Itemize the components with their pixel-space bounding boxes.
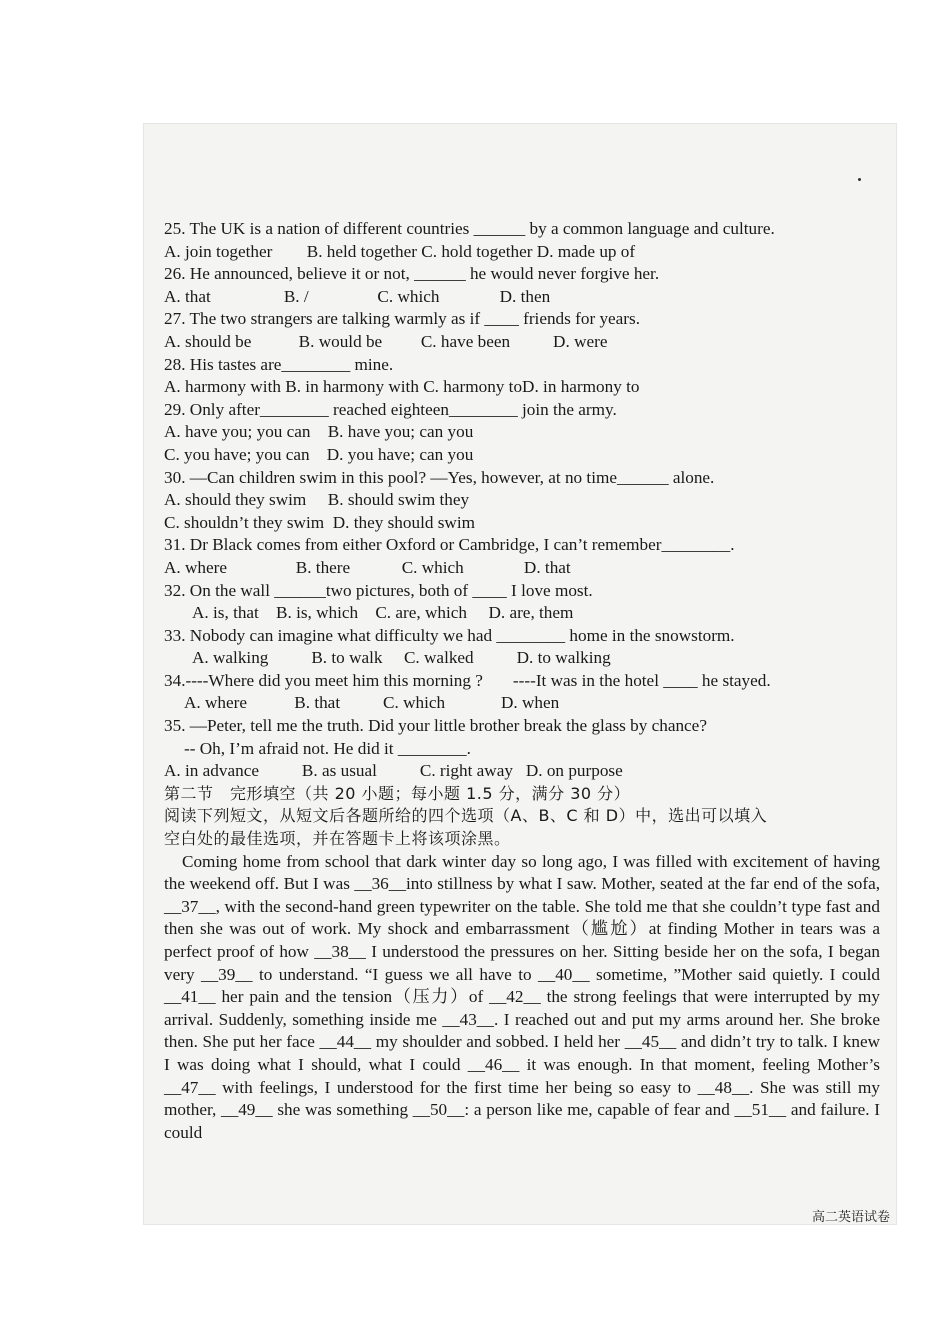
options-33: A. walking B. to walk C. walked D. to walking	[192, 648, 611, 668]
passage-text: Coming home from school that dark winter day so long ago, I was filled with excitement of having the weekend off. But I was __36__into stillness by what I saw. Mother, seated at the far end of the sofa, __37__, with the second-hand green typewriter on the table. She told me that she couldn’t type fast and then she was out of work. My shock and embarrassment（尴尬）at finding Mother in tears was a perfect proof of how __38__ I understood the pressures on her. Sitting beside her on the sofa, I began very __39__ to understand. “I guess we all have to __40__ sometime, ”Mother said quietly. I could __41__ her pain and the tension（压力）of __42__ the strong feelings that were interrupted by my arrival. Suddenly, something inside me __43__. I reached out and put my arms around her. She broke then. She put her face __44__ my shoulder and sobbed. I held her __45__ and didn’t try to talk. I knew I was doing what I should, what I could __46__ it was enough. In that moment, feeling Mother’s __47__ with feelings, I understood for the first time her being so easy to __48__. She was still my mother, __49__ she was something __50__: a person like me, capable of fear and __51__ and failure. I could	[164, 851, 880, 1142]
options-29-ab: A. have you; you can B. have you; can you	[164, 422, 474, 442]
options-30-cd: C. shouldn’t they swim D. they should swim	[164, 512, 475, 532]
page-footer: 高二英语试卷	[811, 1210, 890, 1225]
question-32: 32. On the wall ______two pictures, both of ____ I love most.	[164, 580, 593, 600]
options-35: A. in advance B. as usual C. right away D. on purpose	[164, 761, 623, 781]
cloze-passage	[164, 851, 880, 1145]
question-28: 28. His tastes are________ mine.	[164, 354, 394, 374]
question-30: 30. —Can children swim in this pool? —Yes, however, at no time______ alone.	[164, 467, 715, 487]
options-34: A. where B. that C. which D. when	[184, 693, 560, 713]
options-32: A. is, that B. is, which C. are, which D. are, them	[192, 603, 574, 623]
scan-speck	[858, 178, 861, 181]
question-34: 34.----Where did you meet him this morning ? ----It was in the hotel ____ he stayed.	[164, 670, 771, 690]
question-33: 33. Nobody can imagine what difficulty we had ________ home in the snowstorm.	[164, 625, 735, 645]
section-title: 第二节 完形填空（共 20 小题；每小题 1.5 分，满分 30 分）	[164, 783, 631, 803]
options-30-ab: A. should they swim B. should swim they	[164, 490, 470, 510]
options-31: A. where B. there C. which D. that	[164, 557, 571, 577]
options-25: A. join together B. held together C. hold together D. made up of	[164, 241, 636, 261]
instructions-line-2: 空白处的最佳选项，并在答题卡上将该项涂黑。	[164, 829, 511, 849]
question-29: 29. Only after________ reached eighteen________ join the army.	[164, 399, 617, 419]
question-27: 27. The two strangers are talking warmly as if ____ friends for years.	[164, 309, 641, 329]
question-35: 35. —Peter, tell me the truth. Did your little brother break the glass by chance?	[164, 716, 707, 736]
options-26: A. that B. / C. which D. then	[164, 286, 551, 306]
exam-content	[164, 218, 880, 1144]
reply-35: -- Oh, I’m afraid not. He did it ________.	[184, 738, 471, 758]
options-27: A. should be B. would be C. have been D. were	[164, 331, 608, 351]
instructions-line-1: 阅读下列短文，从短文后各题所给的四个选项（A、B、C 和 D）中，选出可以填入	[164, 806, 768, 826]
options-29-cd: C. you have; you can D. you have; can you	[164, 444, 474, 464]
question-25: 25. The UK is a nation of different countries ______ by a common language and culture.	[164, 219, 775, 238]
options-28: A. harmony with B. in harmony with C. harmony toD. in harmony to	[164, 377, 640, 397]
question-26: 26. He announced, believe it or not, ______ he would never forgive her.	[164, 264, 660, 284]
question-31: 31. Dr Black comes from either Oxford or Cambridge, I can’t remember________.	[164, 535, 735, 555]
